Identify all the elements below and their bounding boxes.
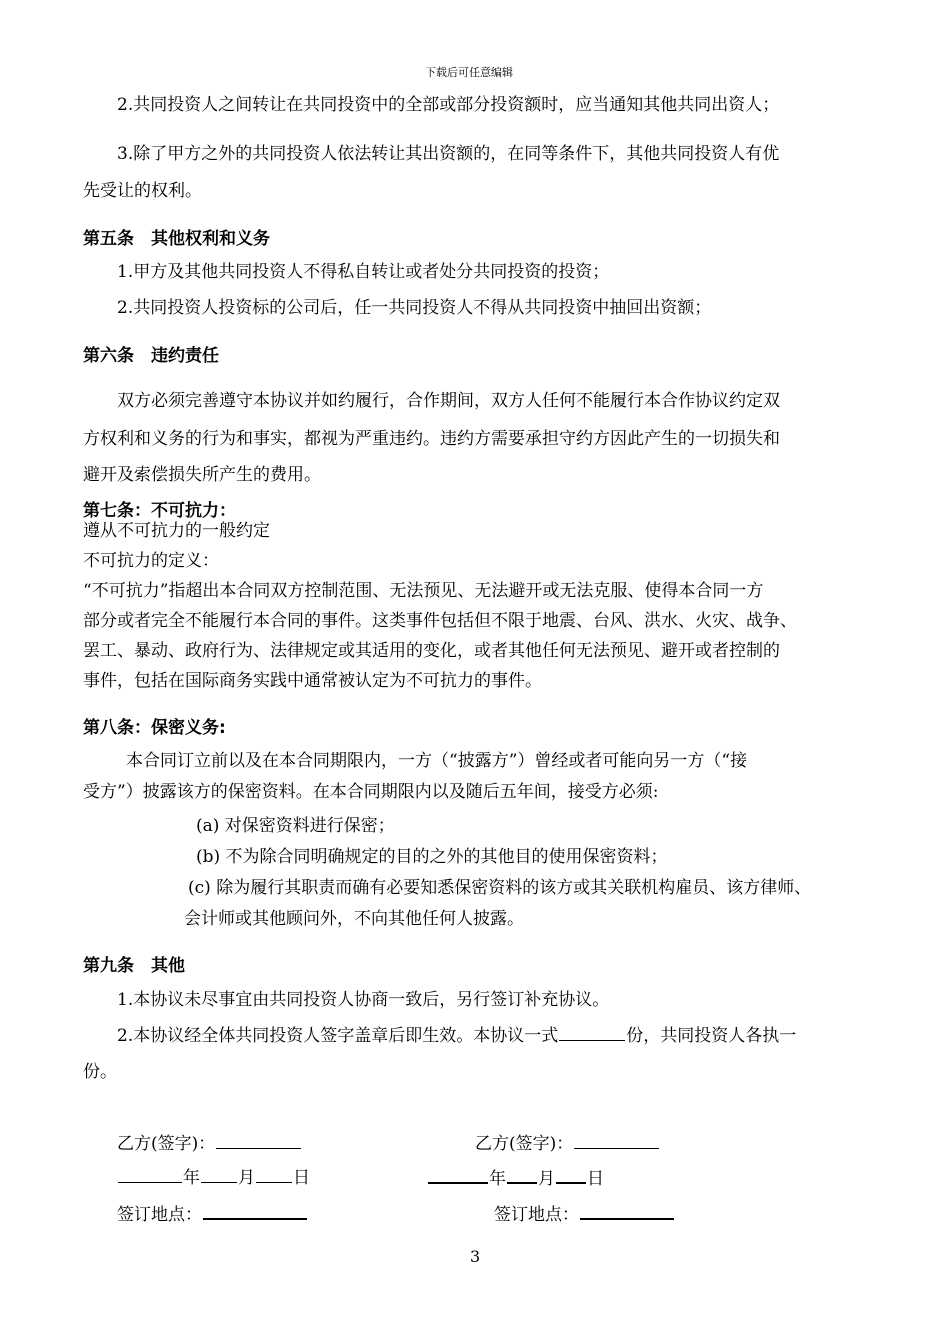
art9-clause-2-text-a: 2.本协议经全体共同投资人签字盖章后即生效。本协议一式 bbox=[117, 1026, 559, 1046]
art9-clause-1: 1.本协议未尽事宜由共同投资人协商一致后，另行签订补充协议。 bbox=[117, 990, 610, 1010]
right-date-line bbox=[427, 1166, 604, 1190]
left-place-label: 签订地点： bbox=[117, 1205, 202, 1225]
page-number: 3 bbox=[470, 1247, 481, 1266]
header-note: 下载后可任意编辑 bbox=[425, 66, 513, 79]
art8-title: 第八条：保密义务: bbox=[83, 718, 226, 738]
right-day-label: 日 bbox=[587, 1169, 604, 1189]
right-place-blank[interactable] bbox=[580, 1202, 674, 1220]
art4-clause-2: 2.共同投资人之间转让在共同投资中的全部或部分投资额时，应当通知其他共同出资人； bbox=[117, 95, 780, 115]
art8-item-c-line2: 会计师或其他顾问外，不向其他任何人披露。 bbox=[184, 909, 524, 929]
right-day-blank[interactable] bbox=[556, 1166, 586, 1184]
right-month-blank[interactable] bbox=[507, 1166, 537, 1184]
art9-clause-2-line1 bbox=[117, 1024, 796, 1047]
art8-line1: 本合同订立前以及在本合同期限内，一方（“披露方”）曾经或者可能向另一方（“接 bbox=[126, 751, 748, 771]
right-signature-blank[interactable] bbox=[574, 1132, 659, 1149]
art9-clause-2-text-b: 份，共同投资人各执一 bbox=[626, 1026, 797, 1046]
art7-subtitle-general: 遵从不可抗力的一般约定 bbox=[83, 521, 270, 541]
art6-title: 第六条 违约责任 bbox=[83, 346, 219, 366]
art7-line4: 事件，包括在国际商务实践中通常被认定为不可抗力的事件。 bbox=[83, 671, 542, 691]
left-month-blank[interactable] bbox=[201, 1166, 237, 1183]
left-signature-blank[interactable] bbox=[216, 1132, 301, 1149]
right-year-blank[interactable] bbox=[428, 1166, 488, 1184]
art6-line3: 避开及索偿损失所产生的费用。 bbox=[83, 465, 321, 485]
left-signature-line bbox=[117, 1132, 302, 1155]
left-day-label: 日 bbox=[293, 1168, 310, 1188]
left-place-line bbox=[117, 1202, 308, 1226]
art7-subtitle-definition: 不可抗力的定义： bbox=[83, 551, 219, 571]
art5-clause-2: 2.共同投资人投资标的公司后，任一共同投资人不得从共同投资中抽回出资额； bbox=[117, 298, 712, 318]
art8-item-a: (a) 对保密资料进行保密； bbox=[196, 816, 395, 836]
right-place-label: 签订地点： bbox=[494, 1205, 579, 1225]
left-party-label: 乙方(签字)： bbox=[117, 1134, 216, 1154]
art7-line1: “不可抗力”指超出本合同双方控制范围、无法预见、无法避开或无法克服、使得本合同一方 bbox=[83, 581, 764, 601]
art6-line1: 双方必须完善遵守本协议并如约履行，合作期间，双方人任何不能履行本合作协议约定双 bbox=[117, 391, 780, 411]
art7-title: 第七条：不可抗力： bbox=[83, 501, 236, 521]
left-year-label: 年 bbox=[183, 1168, 200, 1188]
left-day-blank[interactable] bbox=[256, 1166, 292, 1183]
left-place-blank[interactable] bbox=[203, 1202, 307, 1220]
art9-clause-2-line2: 份。 bbox=[83, 1062, 117, 1082]
art8-item-c-line1: (c) 除为履行其职责而确有必要知悉保密资料的该方或其关联机构雇员、该方律师、 bbox=[188, 878, 812, 898]
right-signature-line bbox=[475, 1132, 660, 1155]
art7-line2: 部分或者完全不能履行本合同的事件。这类事件包括但不限于地震、台风、洪水、火灾、战争、 bbox=[83, 611, 797, 631]
art8-line2: 受方”）披露该方的保密资料。在本合同期限内以及随后五年间，接受方必须: bbox=[83, 782, 659, 802]
art5-title: 第五条 其他权利和义务 bbox=[83, 229, 270, 249]
right-month-label: 月 bbox=[538, 1169, 555, 1189]
right-place-line bbox=[494, 1202, 675, 1226]
art8-item-b: (b) 不为除合同明确规定的目的之外的其他目的使用保密资料； bbox=[196, 847, 668, 867]
left-date-line bbox=[117, 1166, 310, 1189]
left-month-label: 月 bbox=[238, 1168, 255, 1188]
art9-title: 第九条 其他 bbox=[83, 956, 185, 976]
art6-line2: 方权利和义务的行为和事实，都视为严重违约。违约方需要承担守约方因此产生的一切损失和 bbox=[83, 429, 780, 449]
copies-blank[interactable] bbox=[559, 1024, 625, 1041]
right-party-label: 乙方(签字)： bbox=[475, 1134, 574, 1154]
art7-line3: 罢工、暴动、政府行为、法律规定或其适用的变化，或者其他任何无法预见、避开或者控制的 bbox=[83, 641, 780, 661]
right-year-label: 年 bbox=[489, 1169, 506, 1189]
art5-clause-1: 1.甲方及其他共同投资人不得私自转让或者处分共同投资的投资； bbox=[117, 262, 610, 282]
art4-clause-3-line2: 先受让的权利。 bbox=[83, 181, 202, 201]
art4-clause-3-line1: 3.除了甲方之外的共同投资人依法转让其出资额的，在同等条件下，其他共同投资人有优 bbox=[117, 144, 780, 164]
left-year-blank[interactable] bbox=[118, 1166, 182, 1183]
